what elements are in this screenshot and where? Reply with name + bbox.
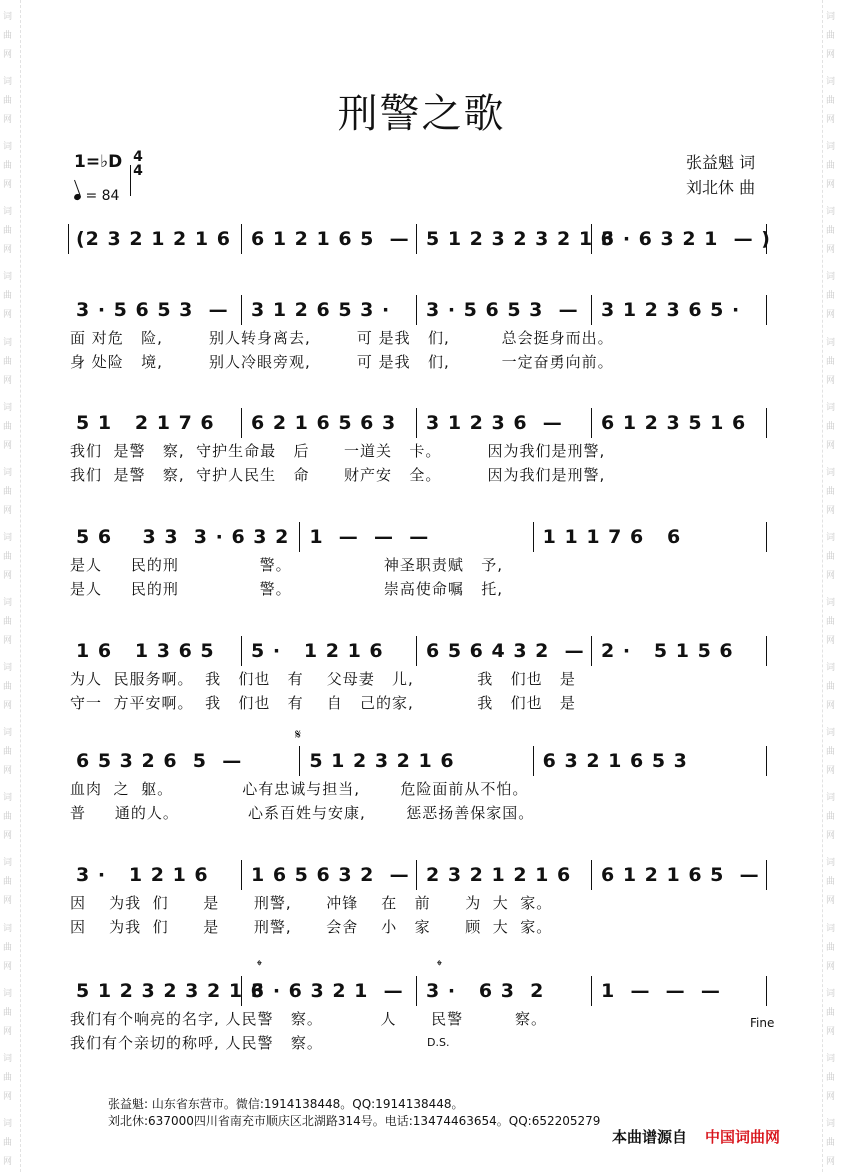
measure: 3 1 2 6 5 3 · bbox=[251, 299, 391, 321]
watermark-glyph: 词曲网 bbox=[826, 337, 836, 386]
barline bbox=[416, 408, 417, 438]
watermark-glyph: 词曲网 bbox=[826, 858, 836, 907]
measure: 5 1 2 3 2 3 2 1 6 bbox=[426, 228, 615, 250]
measure: 3 1 2 3 6 5 · bbox=[601, 299, 741, 321]
watermark-column-left bbox=[3, 0, 17, 1172]
measure: 1 — — — bbox=[309, 526, 430, 548]
measure: 5 · 1 2 1 6 bbox=[251, 640, 384, 662]
watermark-glyph: 词曲网 bbox=[826, 12, 836, 61]
barline bbox=[416, 636, 417, 666]
watermark-glyph: 词曲网 bbox=[826, 598, 836, 647]
watermark-glyph: 词曲网 bbox=[3, 663, 13, 712]
source-credit bbox=[612, 1126, 780, 1147]
barline bbox=[766, 224, 767, 254]
segno-mark: 𝄋 bbox=[295, 727, 302, 743]
measure: 2 3 2 1 2 1 6 bbox=[426, 864, 572, 886]
watermark-glyph: 词曲网 bbox=[3, 207, 13, 256]
watermark-glyph: 词曲网 bbox=[3, 598, 13, 647]
watermark-glyph: 词曲网 bbox=[3, 402, 13, 451]
barline bbox=[299, 522, 300, 552]
watermark-glyph: 词曲网 bbox=[826, 402, 836, 451]
lyrics-verse-2: 因 为我 们 是 刑警, 会舍 小 家 顾 大 家。 bbox=[70, 918, 553, 936]
watermark-column-right bbox=[826, 0, 840, 1172]
credits bbox=[686, 150, 755, 200]
barline bbox=[533, 746, 534, 776]
lyrics-verse-2: 普 通的人。 心系百姓与安康, 惩恶扬善保家国。 bbox=[70, 804, 535, 822]
measure: 6 1 2 1 6 5 — bbox=[251, 228, 410, 250]
tempo-value: = 84 bbox=[85, 188, 120, 204]
watermark-glyph: 词曲网 bbox=[3, 77, 13, 126]
barline bbox=[533, 522, 534, 552]
fine-mark: Fine bbox=[750, 1016, 775, 1030]
watermark-glyph: 词曲网 bbox=[3, 728, 13, 777]
measure: 3 · 5 6 5 3 — bbox=[76, 299, 229, 321]
watermark-glyph: 词曲网 bbox=[3, 272, 13, 321]
lyrics-verse-2: 我们 是警 察, 守护人民生 命 财产安 全。 因为我们是刑警, bbox=[70, 466, 606, 484]
time-top: 4 bbox=[133, 149, 143, 165]
watermark-glyph: 词曲网 bbox=[3, 337, 13, 386]
lyrics-verse-2: 守一 方平安啊。 我 们也 有 自 己的家, 我 们也 是 bbox=[70, 694, 576, 712]
lyrics-verse-1: 我们 是警 察, 守护生命最 后 一道关 卡。 因为我们是刑警, bbox=[70, 442, 606, 460]
barline bbox=[766, 295, 767, 325]
lyrics-verse-1: 血肉 之 躯。 心有忠诚与担当, 危险面前从不怕。 bbox=[70, 780, 529, 798]
barline bbox=[299, 746, 300, 776]
measure: 3 · 6 3 2 1 — bbox=[251, 980, 404, 1002]
barline bbox=[241, 636, 242, 666]
measure: (2 3 2 1 2 1 6 bbox=[76, 228, 231, 250]
watermark-glyph: 词曲网 bbox=[3, 142, 13, 191]
quarter-note-icon bbox=[73, 193, 82, 201]
measure: 3 · 6 3 2 bbox=[426, 980, 545, 1002]
measure: 5 1 2 1 7 6 bbox=[76, 412, 215, 434]
composer: 刘北休 曲 bbox=[686, 178, 756, 197]
measure: 1 1 1 7 6 6 bbox=[542, 526, 682, 548]
measure: 6 2 1 6 5 6 3 bbox=[251, 412, 397, 434]
barline bbox=[766, 408, 767, 438]
barline bbox=[591, 224, 592, 254]
watermark-glyph: 词曲网 bbox=[3, 1118, 13, 1167]
coda-mark-1: 𝄌 bbox=[257, 958, 262, 974]
measure: 3 · 1 2 1 6 bbox=[76, 864, 209, 886]
barline bbox=[766, 636, 767, 666]
measure: 3 · 6 3 2 1 — ) bbox=[601, 228, 771, 250]
watermark-glyph: 词曲网 bbox=[826, 728, 836, 777]
watermark-glyph: 词曲网 bbox=[3, 923, 13, 972]
measure: 6 1 2 3 5 1 6 bbox=[601, 412, 747, 434]
watermark-glyph: 词曲网 bbox=[826, 988, 836, 1037]
barline bbox=[241, 860, 242, 890]
lyrics-verse-1: 我们有个响亮的名字, 人民警 察。 人 民警 察。 bbox=[70, 1010, 548, 1028]
measure: 6 5 6 4 3 2 — bbox=[426, 640, 585, 662]
watermark-glyph: 词曲网 bbox=[3, 988, 13, 1037]
measure: 6 3 2 1 6 5 3 bbox=[542, 750, 688, 772]
measure: 3 1 2 3 6 — bbox=[426, 412, 563, 434]
tempo-marking bbox=[74, 188, 119, 204]
measure: 5 1 2 3 2 3 2 1 6 bbox=[76, 980, 265, 1002]
barline bbox=[766, 976, 767, 1006]
watermark-glyph: 词曲网 bbox=[826, 467, 836, 516]
lyrics-verse-2: 是人 民的刑 警。 崇高使命嘱 托, bbox=[70, 580, 503, 598]
barline bbox=[68, 224, 69, 254]
barline bbox=[416, 976, 417, 1006]
barline bbox=[416, 860, 417, 890]
lyricist: 张益魁 词 bbox=[686, 153, 756, 172]
lyrics-verse-1: 为人 民服务啊。 我 们也 有 父母妻 儿, 我 们也 是 bbox=[70, 670, 576, 688]
watermark-glyph: 词曲网 bbox=[3, 12, 13, 61]
time-bottom: 4 bbox=[133, 163, 143, 179]
barline bbox=[241, 976, 242, 1006]
measure: 3 · 5 6 5 3 — bbox=[426, 299, 579, 321]
watermark-glyph: 词曲网 bbox=[826, 1053, 836, 1102]
watermark-glyph: 词曲网 bbox=[826, 532, 836, 581]
measure: 1 6 1 3 6 5 bbox=[76, 640, 215, 662]
barline bbox=[591, 976, 592, 1006]
measure: 5 6 3 3 3 · 6 3 2 bbox=[76, 526, 290, 548]
watermark-glyph: 词曲网 bbox=[826, 923, 836, 972]
watermark-glyph: 词曲网 bbox=[826, 272, 836, 321]
lyrics-verse-1: 是人 民的刑 警。 神圣职责赋 予, bbox=[70, 556, 503, 574]
barline bbox=[416, 224, 417, 254]
barline bbox=[591, 408, 592, 438]
margin-rule-right bbox=[822, 0, 823, 1172]
measure: 1 — — — bbox=[601, 980, 721, 1002]
watermark-glyph: 词曲网 bbox=[826, 663, 836, 712]
barline bbox=[241, 408, 242, 438]
watermark-glyph: 词曲网 bbox=[826, 793, 836, 842]
source-site-link[interactable]: 中国词曲网 bbox=[705, 1128, 781, 1146]
footer-line-composer: 刘北休:637000四川省南充市顺庆区北湖路314号。电话:13474463654。QQ:652205279 bbox=[108, 1114, 601, 1128]
watermark-glyph: 词曲网 bbox=[3, 467, 13, 516]
coda-mark-2: 𝄌 bbox=[437, 958, 442, 974]
watermark-glyph: 词曲网 bbox=[3, 793, 13, 842]
barline bbox=[591, 295, 592, 325]
measure: 2 · 5 1 5 6 bbox=[601, 640, 734, 662]
measure: 6 5 3 2 6 5 — bbox=[76, 750, 243, 772]
source-label: 本曲谱源自 bbox=[612, 1128, 688, 1146]
song-title: 刑警之歌 bbox=[337, 91, 506, 137]
footer-line-lyricist: 张益魁: 山东省东营市。微信:1914138448。QQ:1914138448。 bbox=[108, 1097, 464, 1111]
barline bbox=[766, 860, 767, 890]
lyrics-verse-2: 我们有个亲切的称呼, 人民警 察。 bbox=[70, 1034, 323, 1052]
barline bbox=[416, 295, 417, 325]
watermark-glyph: 词曲网 bbox=[3, 532, 13, 581]
barline bbox=[766, 746, 767, 776]
watermark-glyph: 词曲网 bbox=[826, 77, 836, 126]
measure: 1 6 5 6 3 2 — bbox=[251, 864, 410, 886]
barline bbox=[766, 522, 767, 552]
measure: 5 1 2 3 2 1 6 bbox=[309, 750, 455, 772]
watermark-glyph: 词曲网 bbox=[826, 142, 836, 191]
measure: 6 1 2 1 6 5 — bbox=[601, 864, 760, 886]
barline bbox=[591, 860, 592, 890]
barline bbox=[241, 295, 242, 325]
lyrics-verse-1: 面 对危 险, 别人转身离去, 可 是我 们, 总会挺身而出。 bbox=[70, 329, 614, 347]
ds-mark: D.S. bbox=[427, 1036, 450, 1049]
time-signature bbox=[130, 150, 146, 178]
barline bbox=[591, 636, 592, 666]
lyrics-verse-1: 因 为我 们 是 刑警, 冲锋 在 前 为 大 家。 bbox=[70, 894, 553, 912]
lyrics-verse-2: 身 处险 境, 别人冷眼旁观, 可 是我 们, 一定奋勇向前。 bbox=[70, 353, 614, 371]
contact-footer bbox=[108, 1096, 600, 1130]
key-signature: 1=♭D bbox=[74, 152, 123, 172]
watermark-glyph: 词曲网 bbox=[826, 1118, 836, 1167]
margin-rule-left bbox=[20, 0, 21, 1172]
watermark-glyph: 词曲网 bbox=[3, 1053, 13, 1102]
watermark-glyph: 词曲网 bbox=[3, 858, 13, 907]
barline bbox=[241, 224, 242, 254]
watermark-glyph: 词曲网 bbox=[826, 207, 836, 256]
